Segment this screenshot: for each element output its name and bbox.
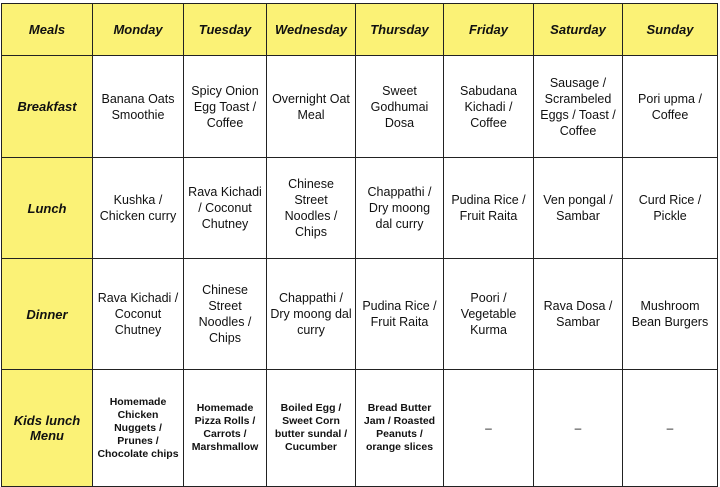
- header-day-wednesday: Wednesday: [267, 4, 356, 56]
- table-cell-empty: –: [444, 370, 534, 487]
- table-cell: Curd Rice / Pickle: [623, 158, 718, 259]
- table-cell: Pudina Rice / Fruit Raita: [444, 158, 534, 259]
- header-meals: Meals: [2, 4, 93, 56]
- table-cell: Chappathi / Dry moong dal curry: [267, 259, 356, 370]
- table-row: [2, 259, 718, 370]
- header-day-saturday: Saturday: [534, 4, 623, 56]
- table-cell: Rava Kichadi / Coconut Chutney: [184, 158, 267, 259]
- table-cell: Pudina Rice / Fruit Raita: [356, 259, 444, 370]
- table-cell: Chappathi / Dry moong dal curry: [356, 158, 444, 259]
- meal-plan-table: [1, 3, 718, 487]
- table-cell: Sausage / Scrambeled Eggs / Toast / Coffee: [534, 56, 623, 158]
- row-label-dinner: Dinner: [2, 259, 93, 370]
- table-cell: Mushroom Bean Burgers: [623, 259, 718, 370]
- table-row: [2, 158, 718, 259]
- header-day-thursday: Thursday: [356, 4, 444, 56]
- table-cell: Rava Kichadi / Coconut Chutney: [93, 259, 184, 370]
- table-row: [2, 370, 718, 487]
- table-cell: Chinese Street Noodles / Chips: [184, 259, 267, 370]
- table-cell: Banana Oats Smoothie: [93, 56, 184, 158]
- row-label-breakfast: Breakfast: [2, 56, 93, 158]
- table-cell: Rava Dosa / Sambar: [534, 259, 623, 370]
- table-cell: Sabudana Kichadi / Coffee: [444, 56, 534, 158]
- table-cell: Poori / Vegetable Kurma: [444, 259, 534, 370]
- header-row: [2, 4, 718, 56]
- table-cell: Boiled Egg / Sweet Corn butter sundal / Cucumber: [267, 370, 356, 487]
- table-cell: Pori upma / Coffee: [623, 56, 718, 158]
- table-cell: Ven pongal / Sambar: [534, 158, 623, 259]
- table-cell: Sweet Godhumai Dosa: [356, 56, 444, 158]
- table-cell-empty: –: [623, 370, 718, 487]
- table-cell: Homemade Chicken Nuggets / Prunes / Chocolate chips: [93, 370, 184, 487]
- header-day-friday: Friday: [444, 4, 534, 56]
- table-cell: Bread Butter Jam / Roasted Peanuts / orange slices: [356, 370, 444, 487]
- table-cell: Kushka / Chicken curry: [93, 158, 184, 259]
- row-label-kids-lunch-menu: Kids lunch Menu: [2, 370, 93, 487]
- header-day-monday: Monday: [93, 4, 184, 56]
- table-cell: Overnight Oat Meal: [267, 56, 356, 158]
- row-label-lunch: Lunch: [2, 158, 93, 259]
- header-day-sunday: Sunday: [623, 4, 718, 56]
- table-cell: Chinese Street Noodles / Chips: [267, 158, 356, 259]
- table-cell-empty: –: [534, 370, 623, 487]
- table-cell: Spicy Onion Egg Toast / Coffee: [184, 56, 267, 158]
- table-cell: Homemade Pizza Rolls / Carrots / Marshmallow: [184, 370, 267, 487]
- header-day-tuesday: Tuesday: [184, 4, 267, 56]
- table-row: [2, 56, 718, 158]
